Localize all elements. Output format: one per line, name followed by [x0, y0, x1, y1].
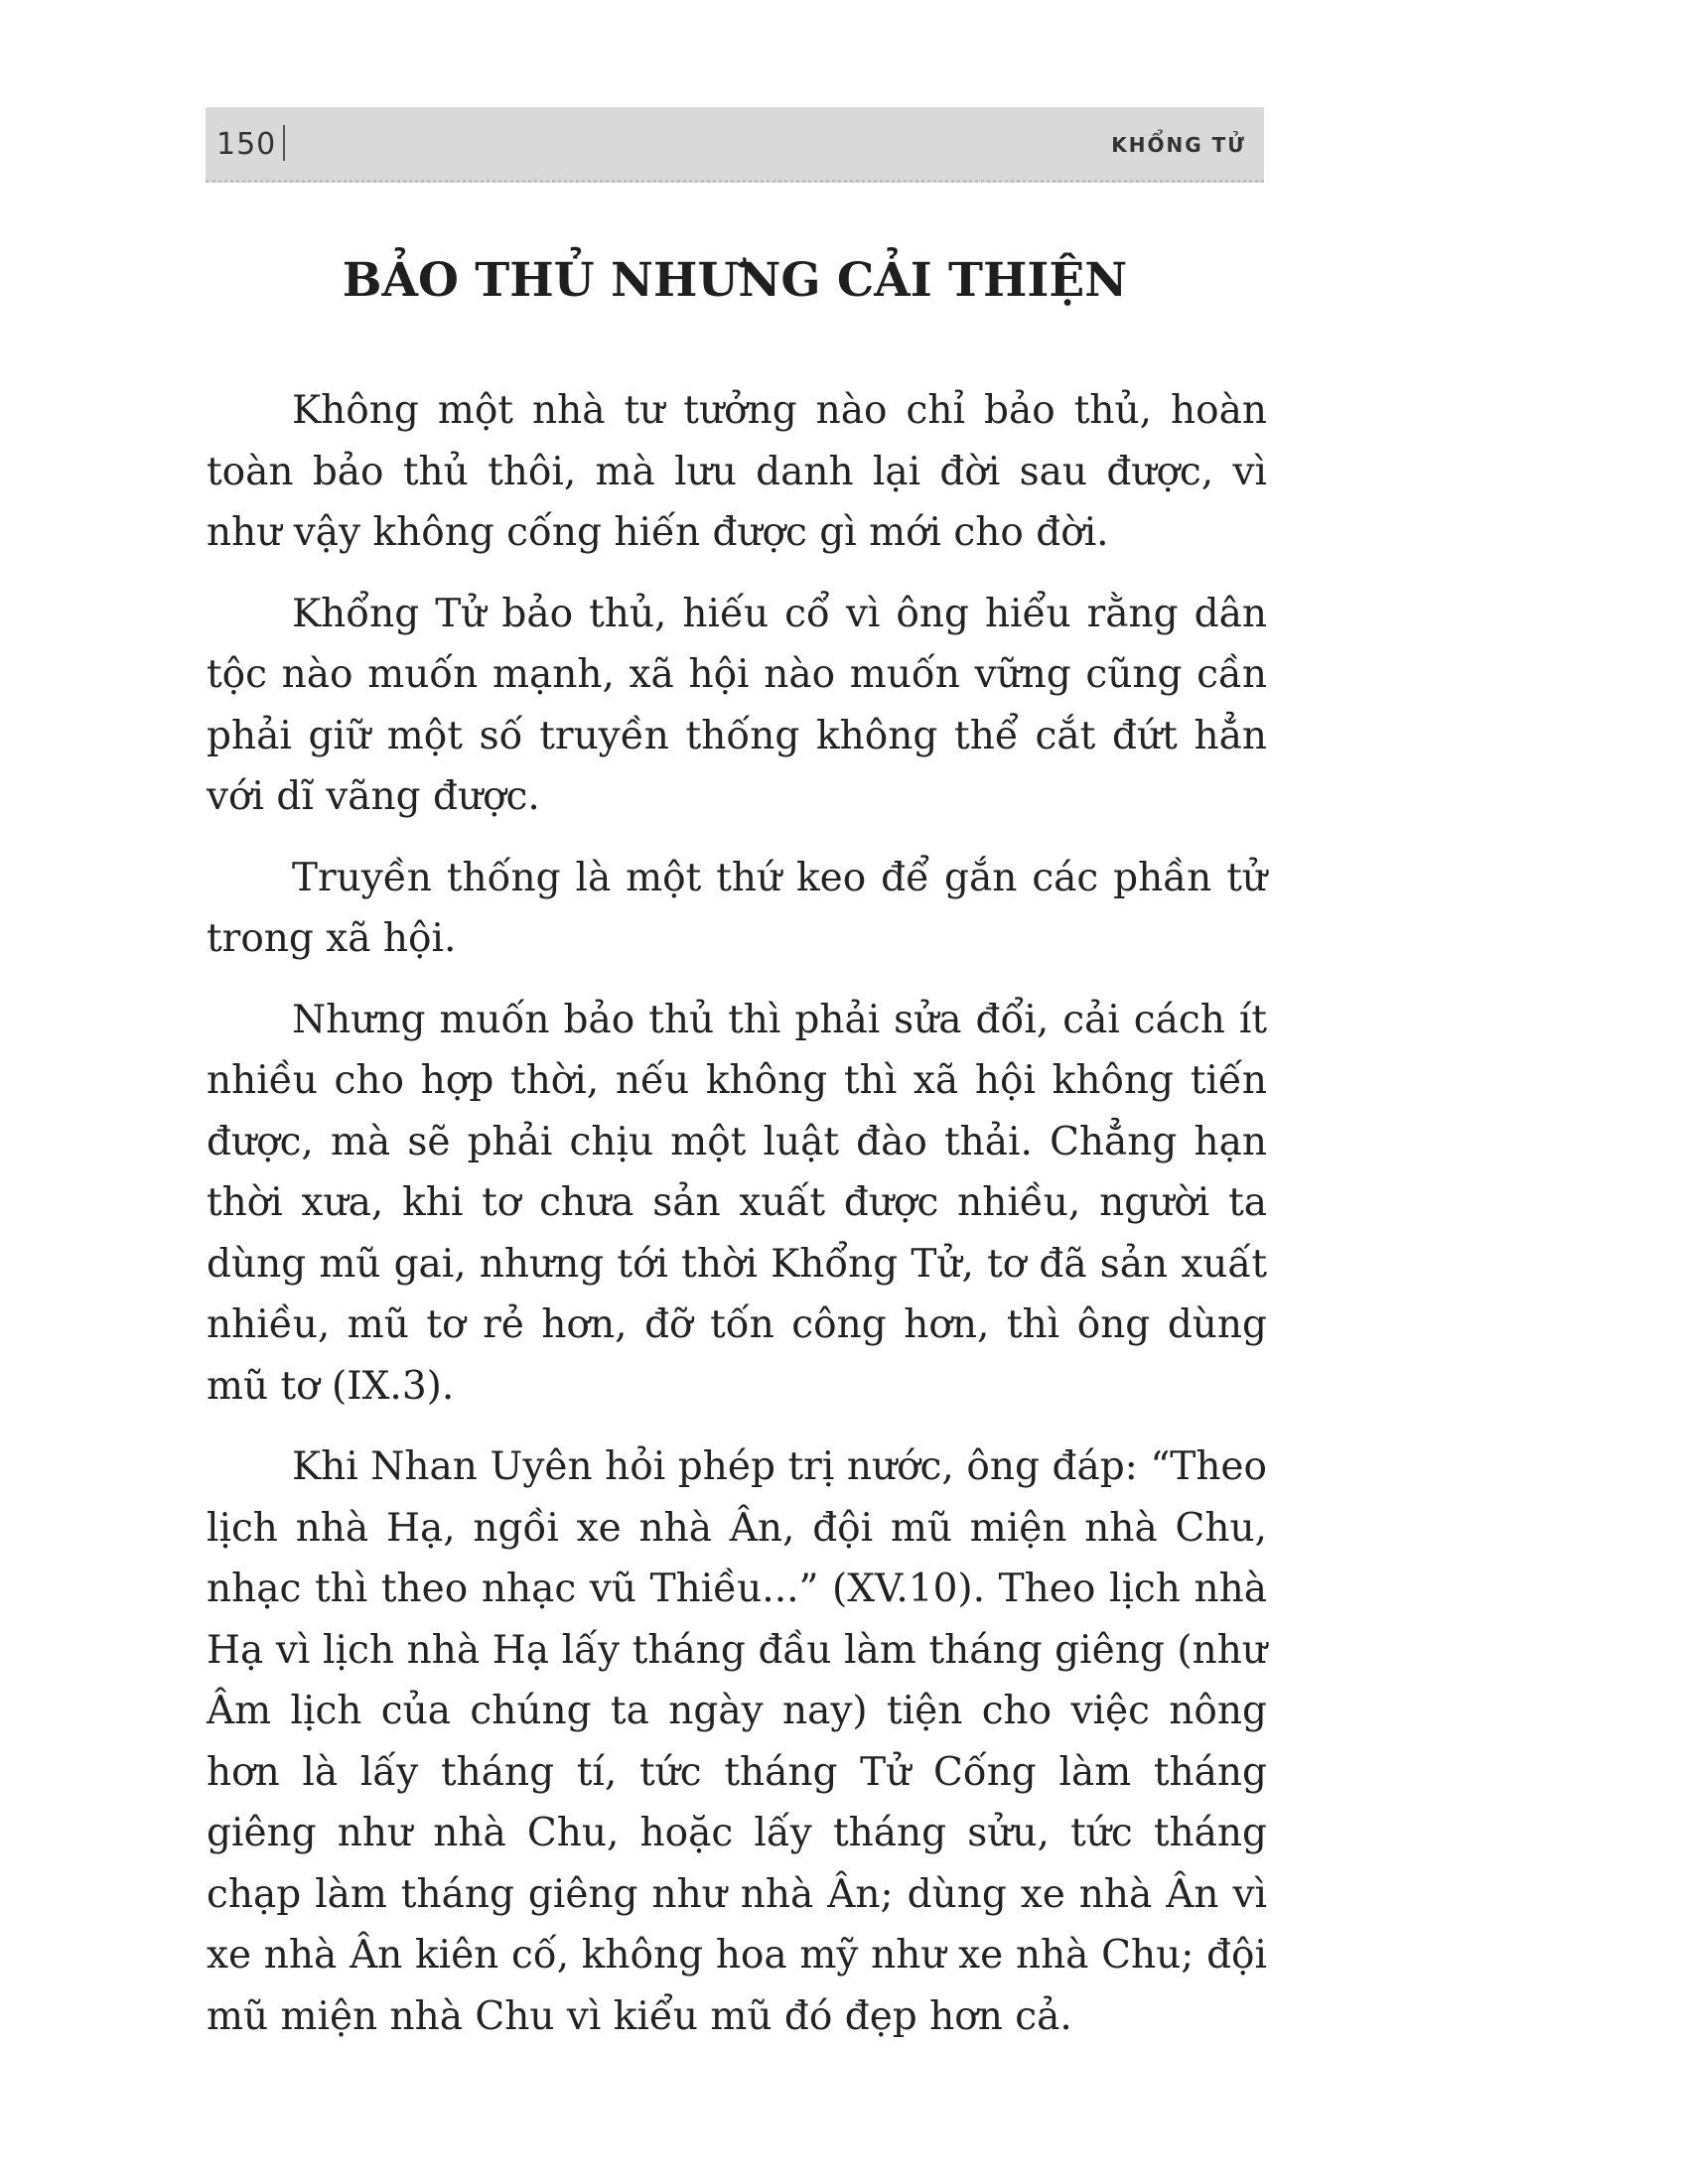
paragraph: Nhưng muốn bảo thủ thì phải sửa đổi, cải cách ít nhiều cho hợp thời, nếu không thì xã hội không tiến được, mà sẽ phải chịu một luật đào thải. Chẳng hạn thời xưa, khi tơ chưa sản xuất được nhiều, người ta dùng mũ gai, nhưng tới thời Khổng Tử, tơ đã sản xuất nhiều, mũ tơ rẻ hơn, đỡ tốn công hơn, thì ông dùng mũ tơ (IX.3).: [207, 997, 1267, 1409]
paragraph: Không một nhà tư tưởng nào chỉ bảo thủ, hoàn toàn bảo thủ thôi, mà lưu danh lại đời sau được, vì như vậy không cống hiến được gì mới cho đời.: [207, 388, 1267, 555]
header-divider: [283, 125, 285, 161]
running-header: [206, 107, 1264, 183]
paragraph: Truyền thống là một thứ keo để gắn các phần tử trong xã hội.: [207, 855, 1267, 961]
chapter-title: BẢO THỦ NHƯNG CẢI THIỆN: [342, 253, 1128, 308]
page-number: 150: [216, 127, 277, 162]
running-title: KHỔNG TỬ: [1111, 133, 1246, 157]
body-text: [207, 380, 1267, 2067]
paragraph: Khổng Tử bảo thủ, hiếu cổ vì ông hiểu rằng dân tộc nào muốn mạnh, xã hội nào muốn vững cũng cần phải giữ một số truyền thống không thể cắt đứt hẳn với dĩ vãng được.: [207, 591, 1267, 819]
paragraph: Khi Nhan Uyên hỏi phép trị nước, ông đáp: “Theo lịch nhà Hạ, ngồi xe nhà Ân, đội mũ miện nhà Chu, nhạc thì theo nhạc vũ Thiều...” (XV.10). Theo lịch nhà Hạ vì lịch nhà Hạ lấy tháng đầu làm tháng giêng (như Âm lịch của chúng ta ngày nay) tiện cho việc nông hơn là lấy tháng tí, tức tháng Tử Cống làm tháng giêng như nhà Chu, hoặc lấy tháng sửu, tức tháng chạp làm tháng giêng như nhà Ân; dùng xe nhà Ân vì xe nhà Ân kiên cố, không hoa mỹ như xe nhà Chu; đội mũ miện nhà Chu vì kiểu mũ đó đẹp hơn cả.: [207, 1444, 1267, 2039]
